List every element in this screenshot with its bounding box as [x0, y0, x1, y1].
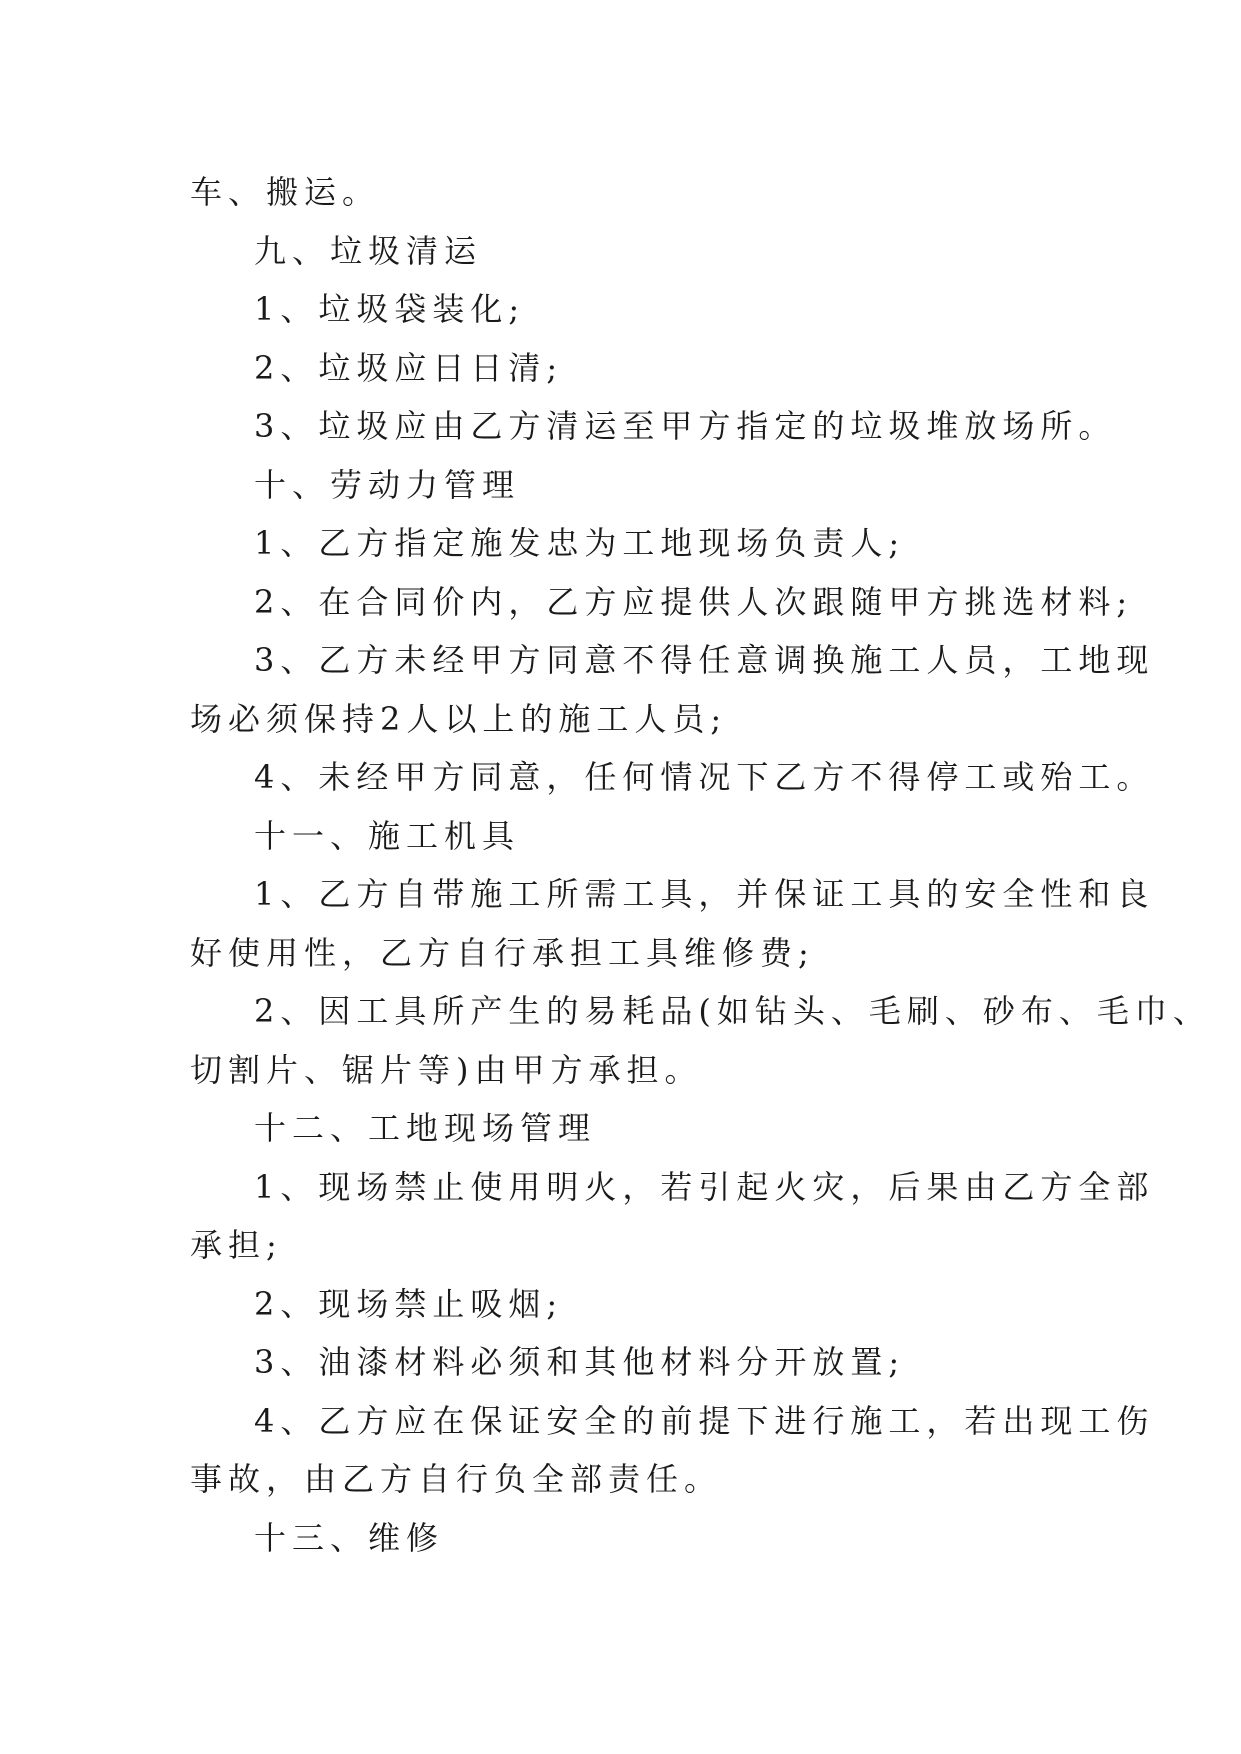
text-line: 好使用性，乙方自行承担工具维修费; — [190, 933, 815, 972]
text-line: 十一、施工机具 — [254, 816, 521, 855]
text-line: 九、垃圾清运 — [254, 231, 483, 270]
text-line: 1、现场禁止使用明火，若引起火灾，后果由乙方全部 — [254, 1167, 1155, 1206]
text-line: 2、在合同价内，乙方应提供人次跟随甲方挑选材料; — [254, 582, 1134, 621]
text-line: 2、因工具所产生的易耗品(如钻头、毛刷、砂布、毛巾、 — [254, 992, 1211, 1030]
text-line: 切割片、锯片等)由甲方承担。 — [190, 1050, 703, 1089]
document-body — [190, 163, 1211, 1567]
text-line: 4、未经甲方同意，任何情况下乙方不得停工或殆工。 — [254, 758, 1155, 796]
text-line: 十、劳动力管理 — [254, 465, 521, 504]
text-line: 事故，由乙方自行负全部责任。 — [190, 1460, 723, 1498]
text-line: 1、垃圾袋装化; — [254, 290, 526, 328]
text-line: 4、乙方应在保证安全的前提下进行施工，若出现工伤 — [254, 1401, 1155, 1440]
text-line: 1、乙方指定施发忠为工地现场负责人; — [254, 524, 906, 562]
text-line: 车、搬运。 — [190, 173, 381, 211]
text-line: 1、乙方自带施工所需工具，并保证工具的安全性和良 — [254, 875, 1155, 913]
text-line: 3、乙方未经甲方同意不得任意调换施工人员，工地现 — [254, 641, 1155, 679]
text-line: 3、垃圾应由乙方清运至甲方指定的垃圾堆放场所。 — [254, 407, 1117, 445]
text-line: 2、垃圾应日日清; — [254, 348, 564, 387]
text-line: 场必须保持2人以上的施工人员; — [190, 699, 728, 738]
text-line: 3、油漆材料必须和其他材料分开放置; — [254, 1343, 906, 1381]
text-line: 十三、维修 — [254, 1518, 445, 1557]
text-line: 十二、工地现场管理 — [254, 1109, 597, 1147]
text-line: 2、现场禁止吸烟; — [254, 1284, 564, 1323]
text-line: 承担; — [190, 1226, 283, 1264]
